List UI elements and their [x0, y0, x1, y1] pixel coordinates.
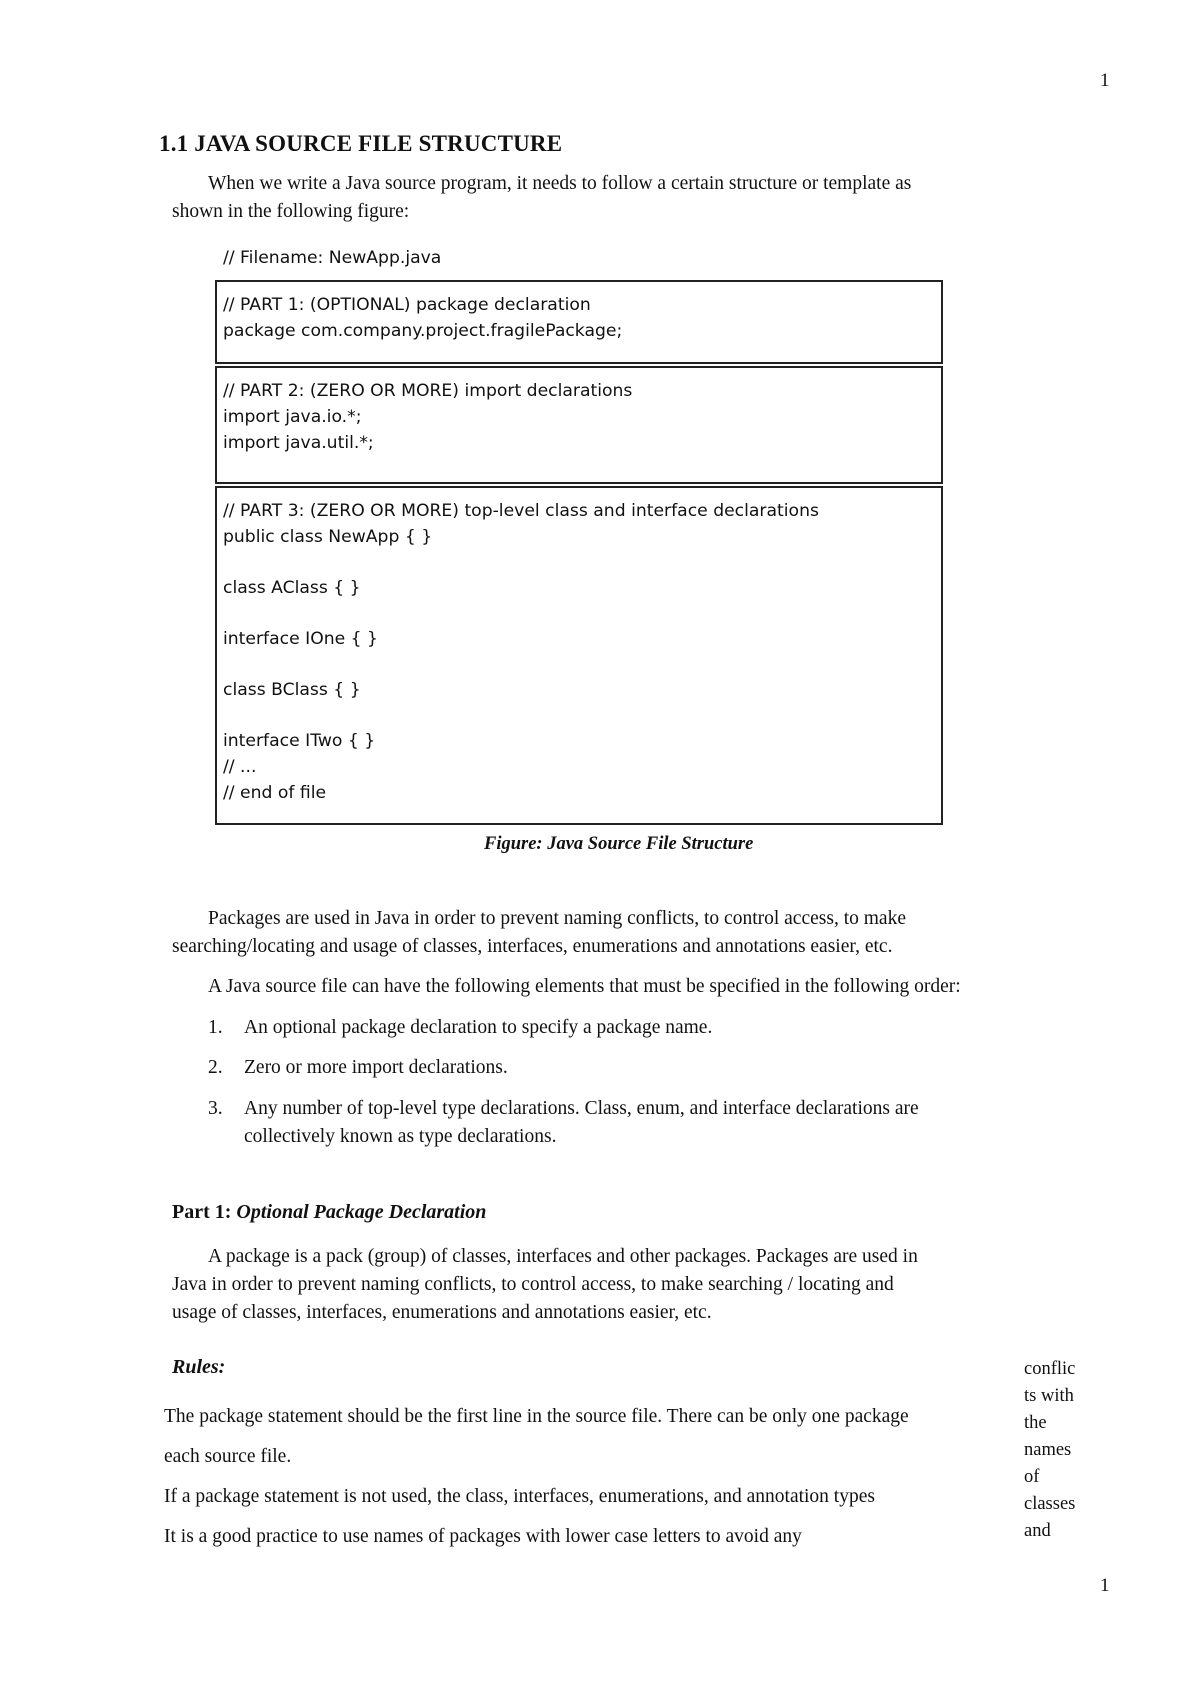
- code-line: // ...: [223, 757, 257, 777]
- code-line: interface ITwo { }: [223, 731, 376, 751]
- figure-part1-box: [215, 280, 943, 364]
- code-line: class AClass { }: [223, 578, 361, 598]
- sidebar-fragment: [1024, 1356, 1075, 1545]
- rule-line-1: The package statement should be the first line in the source file. There can be only one package: [164, 1406, 909, 1427]
- list-item-2: Zero or more import declarations.: [244, 1057, 508, 1078]
- list-number-1: 1.: [208, 1017, 223, 1038]
- sidebar-word: classes: [1024, 1494, 1076, 1514]
- section-heading: 1.1 JAVA SOURCE FILE STRUCTURE: [159, 131, 563, 156]
- list-number-2: 2.: [208, 1057, 223, 1078]
- code-line: // PART 2: (ZERO OR MORE) import declarations: [223, 381, 633, 401]
- intro-line-2: shown in the following figure:: [172, 201, 410, 222]
- page-number-top: 1: [1100, 70, 1110, 91]
- packages-line-1: Packages are used in Java in order to prevent naming conflicts, to control access, to make: [208, 908, 906, 929]
- sidebar-word: of: [1024, 1467, 1040, 1487]
- page-number-bottom: 1: [1100, 1575, 1110, 1596]
- code-line: // PART 3: (ZERO OR MORE) top-level class and interface declarations: [223, 501, 819, 521]
- code-line: interface IOne { }: [223, 629, 378, 649]
- sidebar-word: names: [1024, 1440, 1072, 1460]
- rule-line-4: It is a good practice to use names of packages with lower case letters to avoid any: [164, 1526, 802, 1547]
- rule-line-3: If a package statement is not used, the class, interfaces, enumerations, and annotation types: [164, 1486, 875, 1507]
- figure-part2-box: [215, 366, 943, 484]
- code-line: import java.util.*;: [223, 433, 374, 453]
- sidebar-word: ts with: [1024, 1386, 1074, 1406]
- list-item-3-line-1: Any number of top-level type declarations. Class, enum, and interface declarations are: [244, 1098, 919, 1119]
- part1-para-line-1: A package is a pack (group) of classes, interfaces and other packages. Packages are used in: [208, 1246, 918, 1267]
- packages-line-2: searching/locating and usage of classes, interfaces, enumerations and annotations easier, etc.: [172, 936, 893, 957]
- code-line: class BClass { }: [223, 680, 361, 700]
- code-line: package com.company.project.fragilePackage;: [223, 321, 623, 341]
- sidebar-word: and: [1024, 1521, 1051, 1541]
- part1-para-line-2: Java in order to prevent naming conflicts, to control access, to make searching / locating and: [172, 1274, 894, 1295]
- intro-line-1: When we write a Java source program, it needs to follow a certain structure or template as: [208, 173, 912, 194]
- list-number-3: 3.: [208, 1098, 223, 1119]
- figure-part3-box: [215, 486, 943, 825]
- rules-heading: Rules:: [172, 1356, 226, 1378]
- figure-caption: Figure: Java Source File Structure: [484, 834, 754, 854]
- part1-label: Part 1:: [172, 1201, 232, 1223]
- list-item-1: An optional package declaration to specify a package name.: [244, 1017, 713, 1038]
- code-line: // end of file: [223, 783, 327, 803]
- rule-line-2: each source file.: [164, 1446, 292, 1467]
- sidebar-word: conflic: [1024, 1359, 1076, 1379]
- code-line: import java.io.*;: [223, 407, 362, 427]
- figure-filename-comment: // Filename: NewApp.java: [223, 248, 442, 268]
- code-line: public class NewApp { }: [223, 527, 433, 547]
- list-item-3-line-2: collectively known as type declarations.: [244, 1126, 557, 1147]
- part1-para-line-3: usage of classes, interfaces, enumerations and annotations easier, etc.: [172, 1302, 712, 1323]
- part1-title: Optional Package Declaration: [236, 1201, 487, 1223]
- order-intro: A Java source file can have the following elements that must be specified in the following order:: [208, 976, 961, 997]
- part1-heading: [172, 1201, 486, 1224]
- code-line: // PART 1: (OPTIONAL) package declaration: [223, 295, 591, 315]
- sidebar-word: the: [1024, 1413, 1047, 1433]
